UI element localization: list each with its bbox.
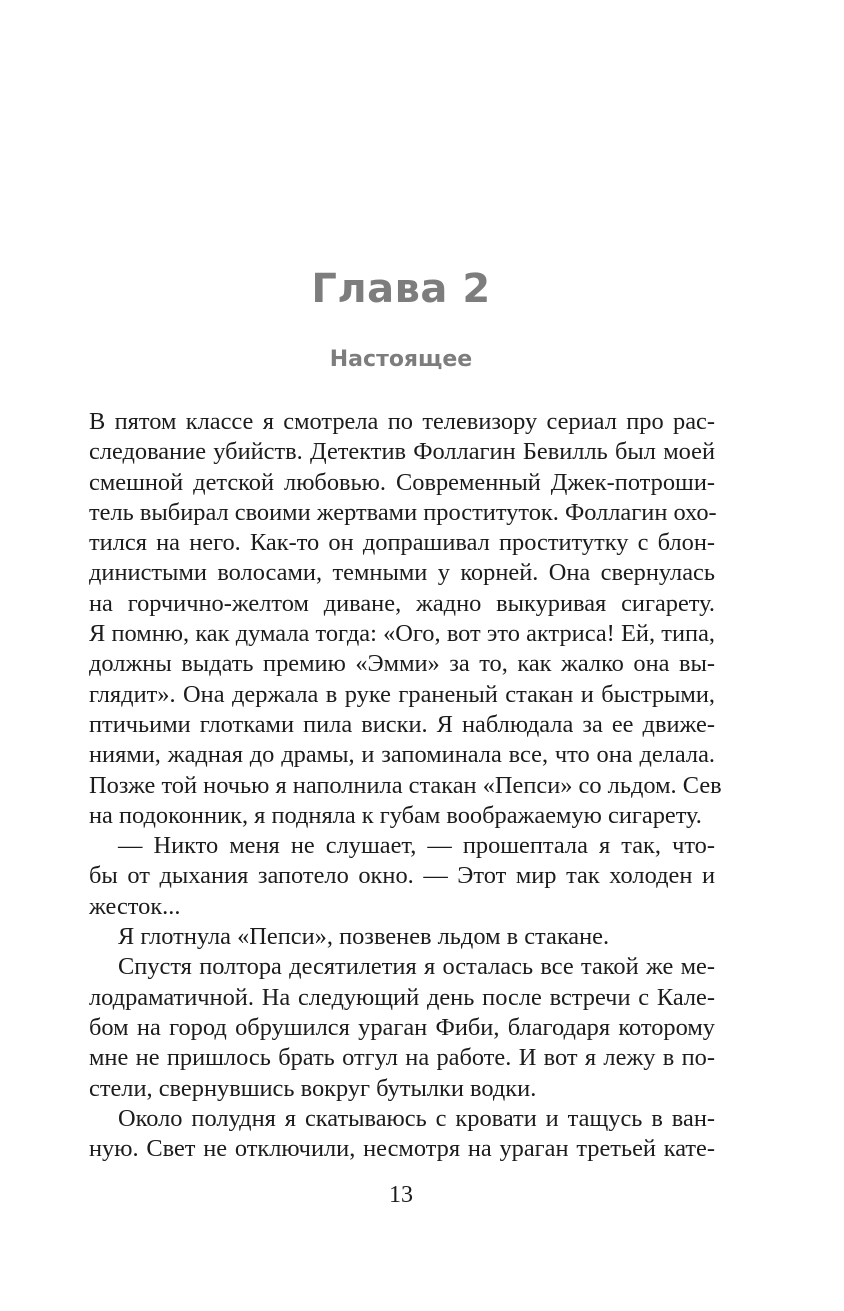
text-line: Позже той ночью я наполнила стакан «Пепси» со льдом. Сев xyxy=(89,771,722,799)
text-line: глядит». Она держала в руке граненый стакан и быстрыми, xyxy=(89,680,715,708)
text-line: тель выбирал своими жертвами проституток. Фоллагин охо- xyxy=(89,498,717,526)
text-line: — Никто меня не слушает, — прошептала я так, что- xyxy=(118,832,715,860)
text-line: Около полудня я скатываюсь с кровати и тащусь в ван- xyxy=(118,1104,715,1132)
text-line: мне не пришлось брать отгул на работе. И вот я лежу в по- xyxy=(89,1044,715,1072)
text-line: Спустя полтора десятилетия я осталась все такой же ме- xyxy=(118,953,715,981)
text-line: на подоконник, я подняла к губам воображаемую сигарету. xyxy=(89,801,702,829)
text-line: динистыми волосами, темными у корней. Она свернулась xyxy=(89,559,715,587)
text-line: Я помню, как думала тогда: «Ого, вот это актриса! Ей, типа, xyxy=(89,620,715,648)
text-line: стели, свернувшись вокруг бутылки водки. xyxy=(89,1074,537,1102)
text-line: должны выдать премию «Эмми» за то, как жалко она вы- xyxy=(89,650,715,678)
text-line: жесток... xyxy=(89,892,181,920)
text-line: бом на город обрушился ураган Фиби, благодаря которому xyxy=(89,1013,715,1041)
body-text xyxy=(89,407,722,1164)
chapter-subtitle: Настоящее xyxy=(329,347,473,372)
text-line: В пятом классе я смотрела по телевизору сериал про рас- xyxy=(89,408,715,435)
text-line: птичьими глотками пила виски. Я наблюдала за ее движе- xyxy=(89,710,715,738)
chapter-title: Глава 2 xyxy=(311,266,491,312)
text-line: тился на него. Как-то он допрашивал проститутку с блон- xyxy=(89,529,715,557)
text-line: смешной детской любовью. Современный Джек-потроши- xyxy=(89,468,715,496)
text-line: бы от дыхания запотело окно. — Этот мир так холоден и xyxy=(89,862,715,890)
text-line: на горчично-желтом диване, жадно выкуривая сигарету. xyxy=(89,589,715,617)
text-line: Я глотнула «Пепси», позвенев льдом в стакане. xyxy=(118,923,610,951)
text-line: лодраматичной. На следующий день после встречи с Кале- xyxy=(89,983,715,1011)
page-number: 13 xyxy=(389,1182,413,1208)
text-line: следование убийств. Детектив Фоллагин Бевилль был моей xyxy=(89,438,715,466)
text-line: ниями, жадная до драмы, и запоминала все, что она делала. xyxy=(89,741,715,769)
text-line: ную. Свет не отключили, несмотря на ураган третьей кате- xyxy=(89,1135,715,1163)
